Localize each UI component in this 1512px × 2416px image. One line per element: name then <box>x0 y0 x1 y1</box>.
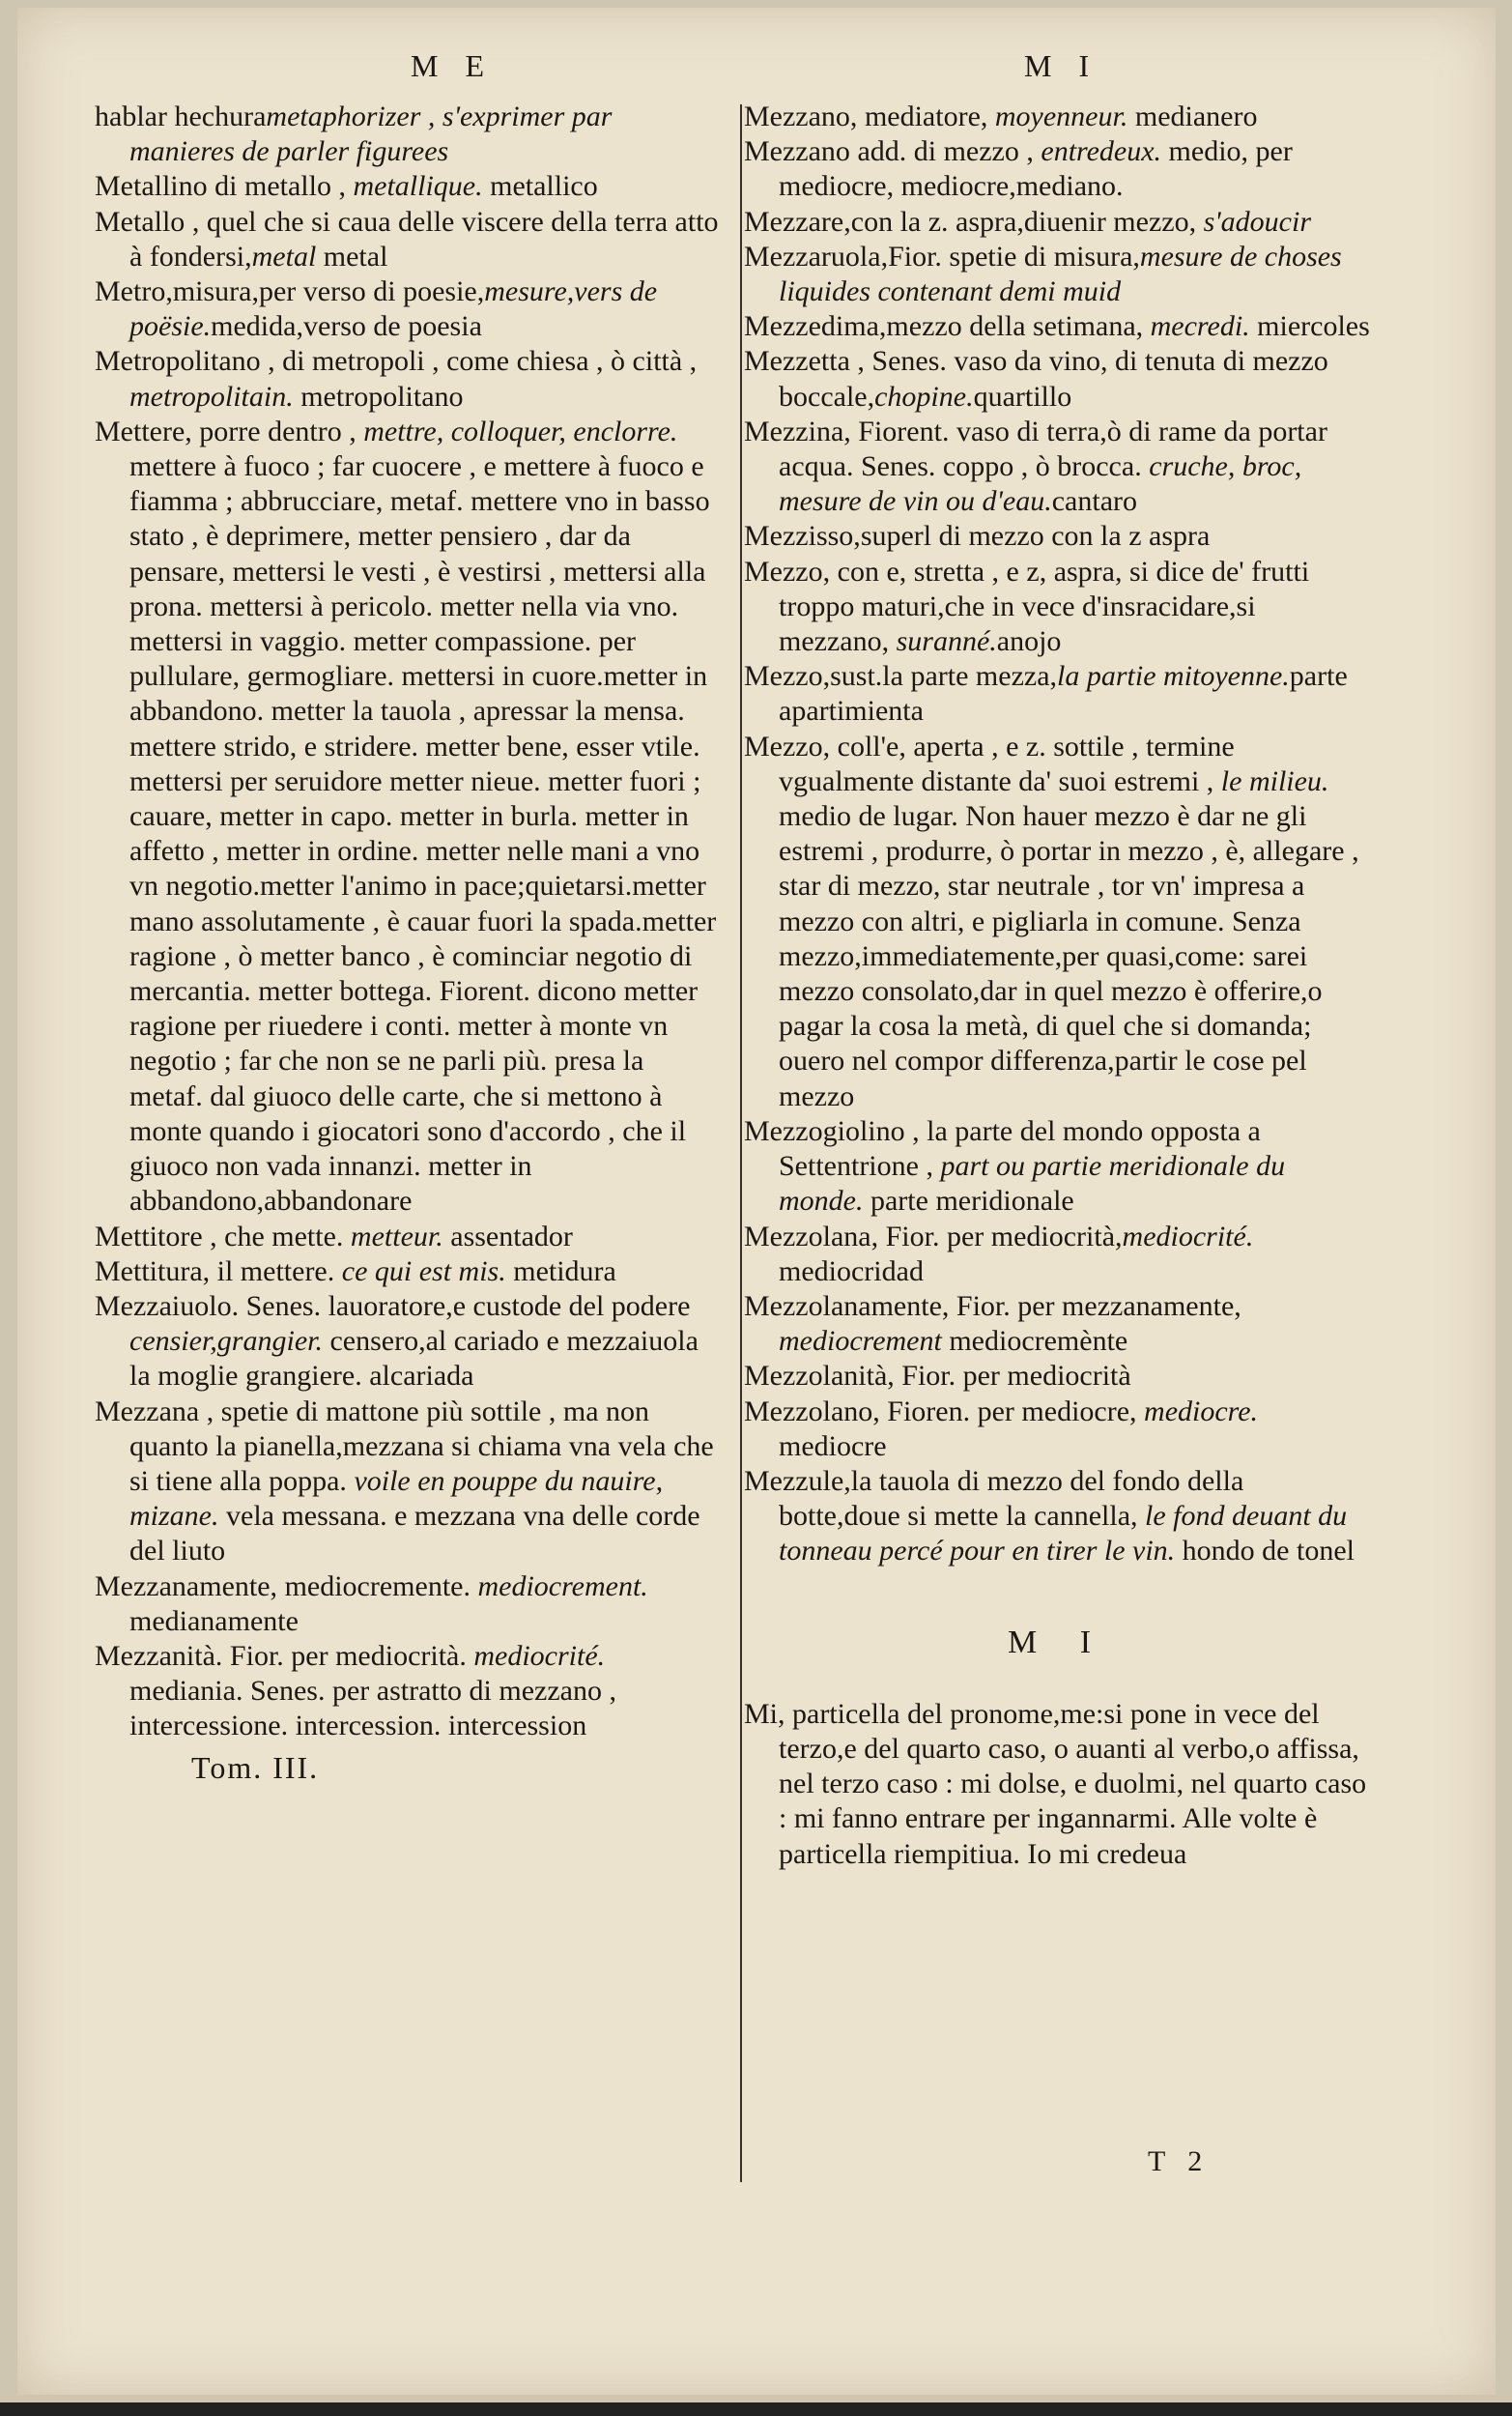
entry-tail: metal <box>316 240 388 273</box>
dictionary-entry <box>95 274 723 344</box>
entry-headword: Mezzolana, <box>744 1220 879 1252</box>
entry-tail: mediania. Senes. per astratto di mezzano , intercessione. intercession. intercession <box>129 1675 616 1742</box>
entry-text: Fior. per mezzanamente, <box>949 1289 1241 1322</box>
entry-headword: Mezzano, <box>744 101 858 132</box>
entry-headword: Mezzogiolino <box>744 1114 905 1147</box>
signature-mark: T 2 <box>1148 2145 1211 2177</box>
dictionary-entry <box>744 1359 1372 1394</box>
dictionary-entry <box>744 1395 1372 1464</box>
entry-text: particella del pronome,me:si pone in vece del terzo,e del quarto caso, o auanti al verbo,o affissa, nel terzo caso : mi dolse, e duolmi, nel quarto caso : mi fanno entrare per ingannarmi. Alle volte è particella riempitiua. Io mi credeua <box>779 1697 1367 1870</box>
entry-text: con e, stretta , e z, aspra, si dice de' frutti troppo maturi,che in vece d'insracidare,si mezzano, <box>779 555 1310 658</box>
entry-text: Fiorent. vaso di terra,ò di rame da portar acqua. Senes. coppo , ò brocca. <box>779 415 1327 483</box>
entry-tail: quartillo <box>973 380 1072 413</box>
dictionary-entry <box>95 1569 723 1639</box>
entry-french: metallique. <box>353 170 483 203</box>
entry-text: porre dentro , <box>191 415 364 447</box>
entry-headword: Mezzedima, <box>744 310 887 343</box>
dictionary-entry <box>744 344 1372 414</box>
dictionary-entry <box>95 169 723 204</box>
entry-text: con la z. aspra,diuenir mezzo, <box>850 205 1204 238</box>
entry-french: metaphorizer , s'exprimer par manieres de parler figurees <box>129 101 613 168</box>
dictionary-entry <box>95 1289 723 1395</box>
entry-tail: medianamente <box>129 1604 299 1637</box>
entry-french: chopine. <box>874 380 974 413</box>
entry-headword: Mezzolanità, <box>744 1360 895 1393</box>
entry-headword: Mezzaiuolo. <box>95 1289 240 1322</box>
left-column <box>95 100 723 1785</box>
entry-tail: mediocremènte <box>941 1325 1128 1358</box>
dictionary-entry <box>95 1220 723 1254</box>
entry-text: , spetie di mattone più sottile , ma non quanto la pianella,mezzana si chiama vna vela che si tiene alla poppa. <box>129 1395 714 1497</box>
entry-tail: medianero <box>1127 101 1258 132</box>
entry-tail: parte meridionale <box>863 1185 1074 1218</box>
entry-headword: Mezzisso, <box>744 520 861 553</box>
dictionary-entry <box>744 1289 1372 1359</box>
column-divider <box>740 104 742 2182</box>
entry-headword: Mettitura, <box>95 1254 211 1287</box>
entry-headword: Mezzo, <box>744 730 831 762</box>
dictionary-entry <box>95 205 723 274</box>
dictionary-entry <box>744 134 1372 204</box>
dictionary-entry <box>744 415 1372 520</box>
entry-text: mezzo della setimana, <box>886 310 1151 343</box>
dictionary-entry <box>744 100 1372 134</box>
dictionary-entry <box>95 1254 723 1289</box>
entry-text: , quel che si caua delle viscere della terra atto à fondersi, <box>129 205 719 273</box>
entry-french: part ou partie meridionale du monde. <box>779 1150 1286 1218</box>
dictionary-entry <box>744 1114 1372 1220</box>
entry-tail: metallico <box>482 170 598 203</box>
dictionary-entry <box>95 415 723 1220</box>
dictionary-entry <box>95 100 723 169</box>
dictionary-entry <box>744 205 1372 240</box>
entry-text: il mettere. <box>210 1254 342 1287</box>
entry-french: metropolitain. <box>129 380 294 413</box>
dictionary-entry <box>744 309 1372 344</box>
dictionary-entry <box>95 344 723 414</box>
entry-french: mecredi. <box>1150 310 1250 343</box>
entry-tail: metidura <box>505 1254 616 1287</box>
dictionary-entry <box>744 1220 1372 1289</box>
right-column <box>744 100 1372 1872</box>
entry-tail: censero,al cariado e mezzaiuola la moglie grangiere. alcariada <box>129 1325 699 1393</box>
entry-tail: assentador <box>442 1220 573 1252</box>
entry-text: la tauola di mezzo del fondo della botte,doue si mette la cannella, <box>779 1464 1244 1533</box>
section-heading: M I <box>1007 1624 1109 1660</box>
entry-text: , che mette. <box>202 1220 351 1252</box>
running-head-right: M I <box>1024 48 1099 83</box>
entry-tail: mettere à fuoco ; far cuocere , e mettere à fuoco e fiamma ; abbrucciare, metaf. mettere vno in basso stato , è deprimere, metter pensiero , dar da pensare, mettersi le vesti , è vestirsi , mettersi alla prona. mettersi à pericolo. metter nella via vno. mettersi in vaggio. metter compassione. per pullulare, germogliare. mettersi in cuore.metter in abbandono. metter la tauola , apressar la mensa. mettere strido, e stridere. metter bene, esser vtile. mettersi per seruidore metter nieue. metter fuori ; cauare, metter in capo. metter in burla. metter in affetto , metter in ordine. metter nelle mani a vno vn negotio.metter l'animo in pace;quietarsi.metter mano assolutamente , è cauar fuori la spada.metter ragione , ò metter banco , è cominciar negotio di mercantia. metter bottega. Fiorent. dicono metter ragione per riuedere i conti. metter à monte vn negotio ; far che non se ne parli più. presa la metaf. dal giuoco delle carte, che si mettono à monte quando i giocatori sono d'accordo , che il giuoco non vada innanzi. metter in abbandono,abbandonare <box>129 450 717 1218</box>
entry-headword: Mezzo, <box>744 660 831 693</box>
entry-headword: Mezzana <box>95 1395 200 1427</box>
entry-tail: parte apartimienta <box>779 660 1348 728</box>
entry-tail: medio, per mediocre, mediocre,mediano. <box>779 135 1293 203</box>
catchword: Tom. III. <box>191 1749 320 1785</box>
entry-french: mettre, colloquer, enclorre. <box>363 415 678 447</box>
entry-text: coll'e, aperta , e z. sottile , termine vgualmente distante da' suoi estremi , <box>779 730 1235 797</box>
dictionary-entry <box>744 1464 1372 1569</box>
entry-text: hablar hechura <box>95 101 267 132</box>
entry-french: s'adoucir <box>1203 205 1312 238</box>
dictionary-entry <box>744 555 1372 660</box>
entry-headword: Mezzano <box>744 135 850 168</box>
entry-headword: Mezzolano, <box>744 1395 880 1427</box>
entry-french: ce qui est mis. <box>341 1254 506 1287</box>
entry-headword: Metallino <box>95 170 208 203</box>
entry-headword: Mezzaruola, <box>744 240 889 273</box>
right-after-section <box>744 1697 1372 1872</box>
entry-headword: Mettitore <box>95 1220 203 1252</box>
entry-french: la partie mitoyenne. <box>1057 660 1290 693</box>
entry-tail: hondo de tonel <box>1175 1535 1355 1568</box>
entry-french: moyenneur. <box>994 101 1128 132</box>
entry-tail: vela messana. e mezzana vna delle corde del liuto <box>129 1500 700 1568</box>
entry-text: superl di mezzo con la z aspra <box>860 520 1211 553</box>
entry-headword: Mezzule, <box>744 1464 851 1497</box>
entry-tail: mediocridad <box>779 1254 924 1287</box>
entry-french: suranné. <box>896 625 997 658</box>
entry-french: mediocrement <box>779 1325 942 1358</box>
dictionary-entry <box>744 240 1372 309</box>
entry-headword: Metropolitano <box>95 345 261 378</box>
right-entries <box>744 100 1372 1569</box>
entry-french: mediocrement. <box>477 1569 648 1602</box>
entry-text: Fioren. per mediocre, <box>879 1395 1145 1427</box>
entry-text: sust.la parte mezza, <box>830 660 1058 693</box>
dictionary-entry <box>744 1697 1372 1872</box>
entry-text: di metallo , <box>207 170 354 203</box>
entry-french: mediocre. <box>1144 1395 1259 1427</box>
entry-text: Fior. per mediocrità <box>894 1360 1131 1393</box>
dictionary-entry <box>744 659 1372 729</box>
entry-french: mediocrité. <box>1122 1220 1254 1252</box>
entry-tail: metropolitano <box>293 380 464 413</box>
entry-french: le milieu. <box>1220 764 1329 797</box>
entry-headword: Mezzanamente, <box>95 1569 278 1602</box>
entry-text: , la parte del mondo opposta a Settentrione , <box>779 1114 1261 1183</box>
entry-text: , di metropoli , come chiesa , ò città , <box>260 345 698 378</box>
entry-tail: miercoles <box>1249 310 1370 343</box>
entry-french: entredeux. <box>1041 135 1162 168</box>
entry-headword: Mettere, <box>95 415 192 447</box>
entry-tail: mediocre <box>779 1429 887 1462</box>
entry-french: censier,grangier. <box>129 1325 323 1358</box>
entry-tail: medio de lugar. Non hauer mezzo è dar ne gli estremi , produrre, ò portar in mezzo , è, allegare , star di mezzo, star neutrale , tor vn' impresa a mezzo con altri, e pigliarla in comune. Senza mezzo,immediatemente,per quasi,come: sarei mezzo consolato,dar in quel mezzo è offerire,o pagar la cosa la metà, di quel che si domanda; ouero nel compor differenza,partir le cose pel mezzo <box>779 800 1359 1112</box>
dictionary-entry <box>95 1395 723 1569</box>
dictionary-entry <box>744 730 1372 1114</box>
entry-text: , Senes. vaso da vino, di tenuta di mezzo boccale, <box>779 345 1328 413</box>
left-entries <box>95 100 723 1744</box>
entry-headword: Mezzo, <box>744 555 831 588</box>
dictionary-entry <box>95 1639 723 1744</box>
entry-text: add. di mezzo , <box>849 135 1041 168</box>
entry-headword: Mezzanità. <box>95 1639 223 1672</box>
entry-text: misura,per verso di poesie, <box>172 275 485 308</box>
entry-tail: medida,verso de poesia <box>211 310 482 343</box>
entry-french: le fond deuant du tonneau percé pour en tirer le vin. <box>779 1500 1348 1568</box>
entry-french: mediocrité. <box>473 1639 606 1672</box>
entry-text: Senes. lauoratore,e custode del podere <box>239 1289 691 1322</box>
entry-headword: Mezzare, <box>744 205 851 238</box>
entry-text: Fior. per mediocrità, <box>878 1220 1123 1252</box>
entry-headword: Mezzolanamente, <box>744 1289 950 1322</box>
entry-french: metteur. <box>350 1220 443 1252</box>
entry-french: cruche, broc, mesure de vin ou d'eau. <box>779 450 1302 518</box>
dictionary-entry <box>744 519 1372 554</box>
entry-french: metal <box>251 240 317 273</box>
running-head-left: M E <box>411 48 494 83</box>
entry-text: Fior. spetie di misura, <box>888 240 1140 273</box>
entry-headword: Mezzetta <box>744 345 850 378</box>
entry-headword: Metallo <box>95 205 185 238</box>
entry-french: mesure,vers de poësie. <box>129 275 658 343</box>
entry-text: mediatore, <box>857 101 995 132</box>
entry-tail: anojo <box>996 625 1062 658</box>
entry-headword: Mezzina, <box>744 415 851 447</box>
entry-headword: Metro, <box>95 275 173 308</box>
entry-text: mediocremente. <box>277 1569 478 1602</box>
entry-text: Fior. per mediocrità. <box>222 1639 474 1672</box>
entry-headword: Mi, <box>744 1697 785 1730</box>
page-bottom-edge <box>0 2402 1512 2416</box>
entry-french: voile en pouppe du nauire, mizane. <box>129 1464 664 1533</box>
entry-tail: cantaro <box>1051 485 1138 518</box>
entry-french: mesure de choses liquides contenant demi muid <box>779 240 1342 308</box>
